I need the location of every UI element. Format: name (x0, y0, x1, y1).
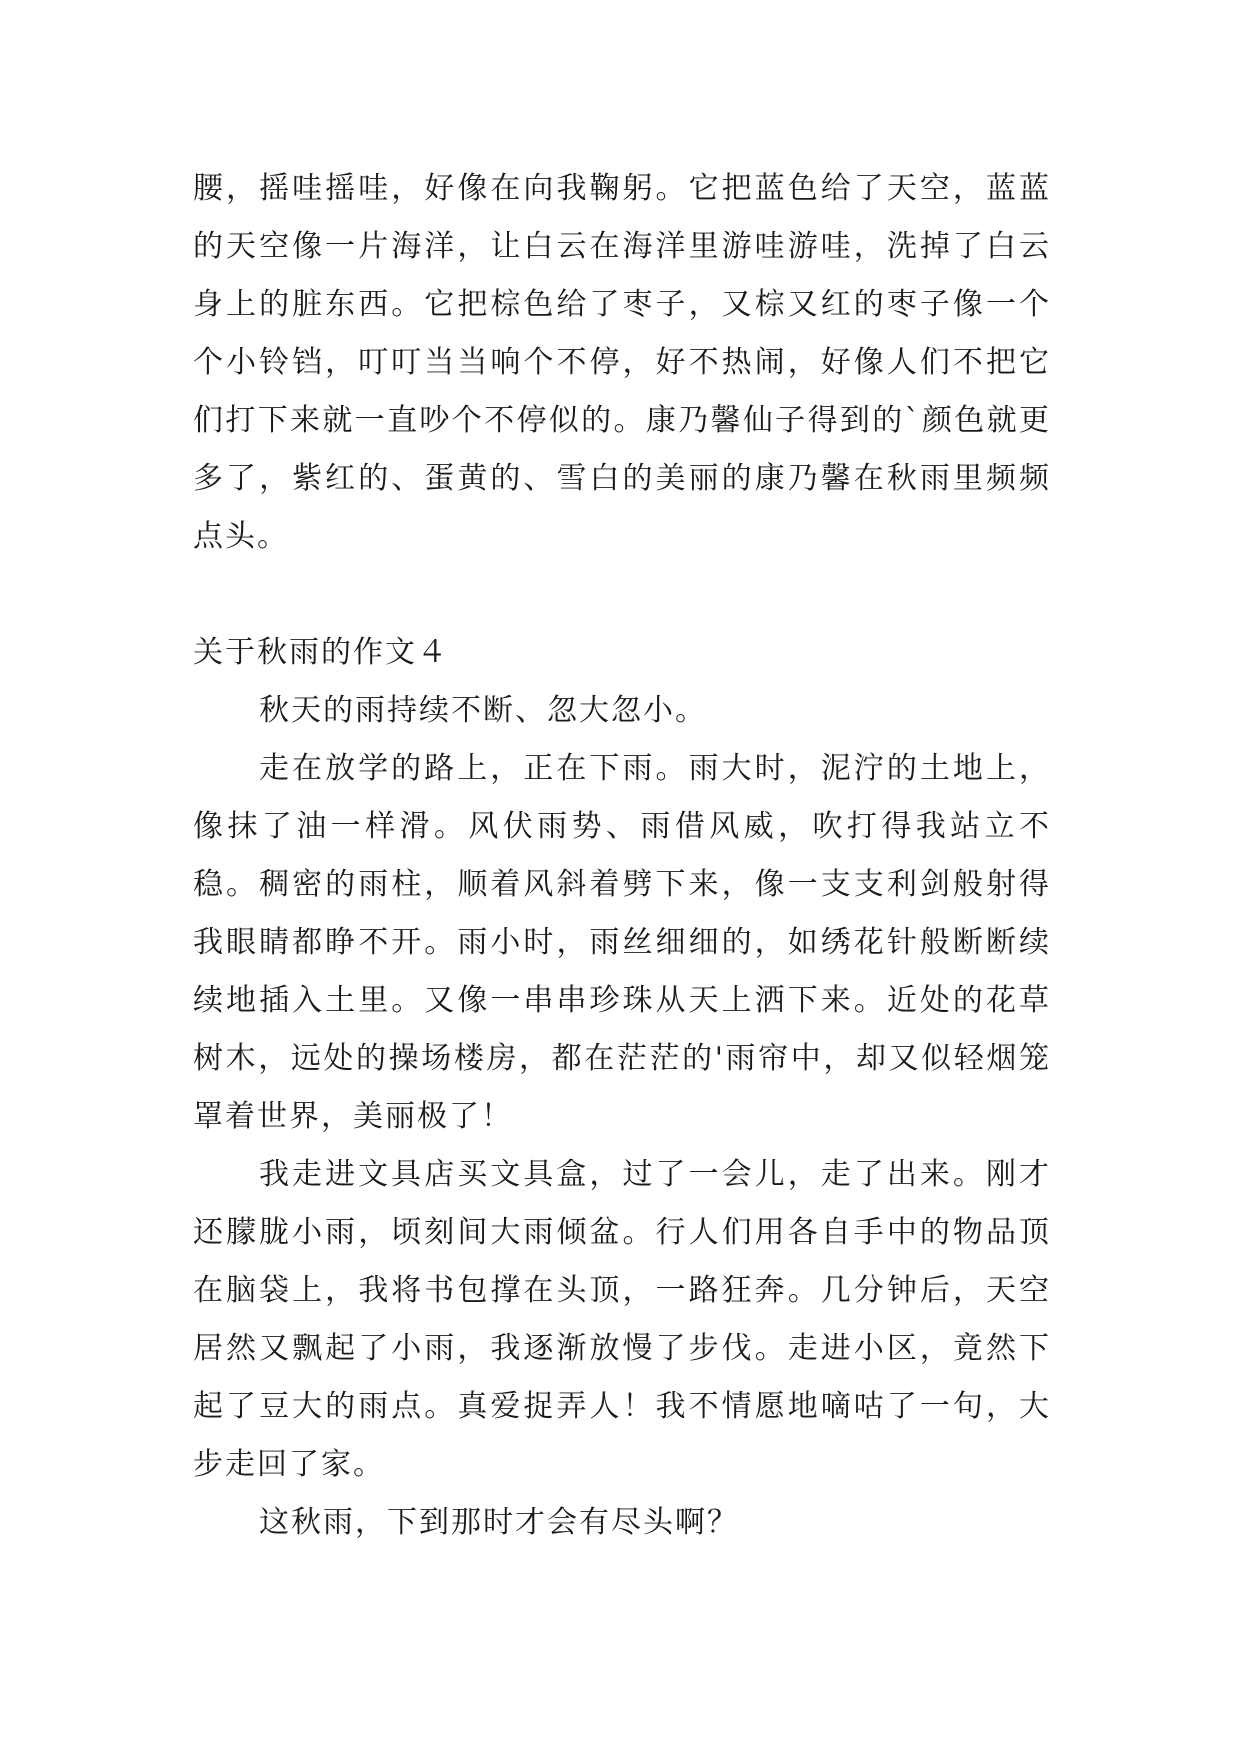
essay-body (193, 682, 1051, 1552)
essay-paragraph: 秋天的雨持续不断、忽大忽小。 (259, 693, 707, 728)
continued-paragraph: 腰，摇哇摇哇，好像在向我鞠躬。它把蓝色给了天空，蓝蓝的天空像一片海洋，让白云在海洋里游哇游哇，洗掉了白云身上的脏东西。它把棕色给了枣子，又棕又红的枣子像一个个小铃铛，叮叮当当响个不停，好不热闹，好像人们不把它们打下来就一直吵个不停似的。康乃馨仙子得到的`颜色就更多了，紫红的、蛋黄的、雪白的美丽的康乃馨在秋雨里频频点头。 (193, 171, 1051, 554)
essay-paragraph: 我走进文具店买文具盒，过了一会儿，走了出来。刚才还朦胧小雨，顷刻间大雨倾盆。行人们用各自手中的物品顶在脑袋上，我将书包撑在头顶，一路狂奔。几分钟后，天空居然又飘起了小雨，我逐渐放慢了步伐。走进小区，竟然下起了豆大的雨点。真爱捉弄人！我不情愿地嘀咕了一句，大步走回了家。 (193, 1157, 1051, 1482)
essay-paragraph: 这秋雨，下到那时才会有尽头啊？ (259, 1505, 739, 1540)
continued-text-block (193, 160, 1051, 566)
essay-paragraph: 走在放学的路上，正在下雨。雨大时，泥泞的土地上，像抹了油一样滑。风伏雨势、雨借风威，吹打得我站立不稳。稠密的雨柱，顺着风斜着劈下来，像一支支利剑般射得我眼睛都睁不开。雨小时，雨丝细细的，如绣花针般断断续续地插入土里。又像一串串珍珠从天上洒下来。近处的花草树木，远处的操场楼房，都在茫茫的'雨帘中，却又似轻烟笼罩着世界，美丽极了！ (193, 751, 1051, 1134)
section-title: 关于秋雨的作文４ (193, 635, 449, 670)
